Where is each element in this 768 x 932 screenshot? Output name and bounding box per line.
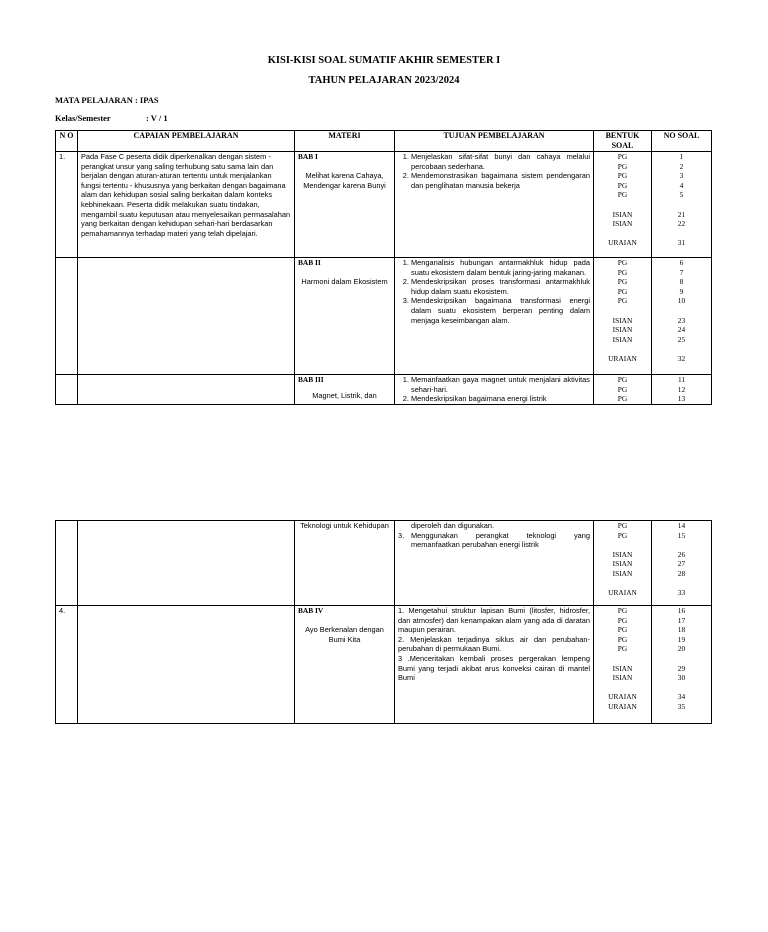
soal-entry: ISIAN xyxy=(612,219,633,229)
soal-entry: 8 xyxy=(679,277,684,287)
soal-entry: 18 xyxy=(677,625,686,635)
bentuk-soal-cell xyxy=(594,606,652,724)
soal-entry: ISIAN xyxy=(612,325,633,335)
soal-entry: 30 xyxy=(677,673,686,683)
materi-name: Magnet, Listrik, dan xyxy=(312,390,377,400)
soal-entry: PG xyxy=(617,615,628,625)
soal-entry xyxy=(597,654,648,664)
tujuan-cell xyxy=(395,258,594,375)
soal-entry xyxy=(597,229,648,239)
soal-entry xyxy=(655,200,708,210)
soal-entry xyxy=(597,344,648,354)
soal-entry: PG xyxy=(617,375,628,384)
tujuan-item: 1. Menjelaskan sifat-sifat bunyi dan cahaya melalui percobaan sederhana. xyxy=(411,152,590,171)
tujuan-item: 1. Mengetahui struktur lapisan Bumi (litosfer, hidrosfer, dan atmosfer) dan kenampakan alam yang ada di daratan maupun perairan. xyxy=(398,606,590,635)
soal-entry: ISIAN xyxy=(612,209,633,219)
soal-entry: 1 xyxy=(679,152,684,161)
soal-entry: 34 xyxy=(677,692,686,702)
col-header-bentuk: BENTUK SOAL xyxy=(594,131,652,152)
soal-entry: 11 xyxy=(677,375,686,384)
subject-label: MATA PELAJARAN xyxy=(55,95,133,105)
materi-name: Harmoni dalam Ekosistem xyxy=(301,277,388,287)
bab-title: BAB III xyxy=(298,375,324,384)
bentuk-soal-cell xyxy=(594,258,652,375)
soal-entry: PG xyxy=(617,384,628,394)
soal-entry: 26 xyxy=(677,549,686,559)
col-header-nosoal: NO SOAL xyxy=(652,131,712,152)
soal-entry xyxy=(655,654,708,664)
soal-entry: 24 xyxy=(677,325,686,335)
bab-title: BAB IV xyxy=(298,606,324,615)
no-soal-cell xyxy=(652,521,712,606)
soal-entry: 4 xyxy=(679,180,684,190)
bentuk-soal-cell xyxy=(594,152,652,258)
soal-entry: 2 xyxy=(679,161,684,171)
materi-cell xyxy=(295,152,395,258)
class-label: Kelas/Semester xyxy=(55,113,111,123)
tujuan-cell xyxy=(395,152,594,258)
class-line xyxy=(55,113,168,123)
soal-entry: ISIAN xyxy=(612,568,633,578)
soal-entry: 6 xyxy=(679,258,684,267)
soal-entry: PG xyxy=(617,171,628,181)
materi-name: Ayo Berkenalan dengan Bumi Kita xyxy=(305,625,384,644)
col-header-tujuan: TUJUAN PEMBELAJARAN xyxy=(395,131,594,152)
tujuan-item: 1. Memanfaatkan gaya magnet untuk menjalani aktivitas sehari-hari. xyxy=(411,375,590,394)
soal-entry: PG xyxy=(617,258,628,267)
tujuan-number: 3. xyxy=(398,530,405,540)
capaian-text: Pada Fase C peserta didik diperkenalkan dengan sistem - perangkat unsur yang saling terhubung satu sama lain dan berjalan dengan aturan-aturan tertentu untuk menjalankan fungsi tertentu - khususnya yang berkaitan dengan bagaimana alam dan kehidupan sosial saling berkaitan dalam konteks kebhinekaan. Peserta didik melakukan suatu tindakan, mengambil suatu keputusan atau menyelesaikan permasalahan yang berkaitan dengan kehidupan sehari-hari berdasarkan pemahamannya terhadap materi yang telah dipelajari. xyxy=(78,152,295,258)
no-soal-cell xyxy=(652,375,712,405)
soal-entry: 19 xyxy=(677,634,686,644)
soal-entry xyxy=(597,579,648,589)
soal-entry: 23 xyxy=(677,315,686,325)
soal-entry: PG xyxy=(617,644,628,654)
soal-entry: PG xyxy=(617,190,628,200)
soal-entry xyxy=(597,540,648,550)
table-row xyxy=(56,375,712,405)
soal-entry: URAIAN xyxy=(608,353,637,363)
soal-entry xyxy=(597,200,648,210)
col-header-materi: MATERI xyxy=(295,131,395,152)
soal-entry: 3 xyxy=(679,171,684,181)
soal-entry: URAIAN xyxy=(608,588,637,598)
soal-entry: 22 xyxy=(677,219,686,229)
materi-name: Melihat karena Cahaya, Mendengar karena Bunyi xyxy=(303,171,386,190)
soal-entry: 15 xyxy=(677,530,686,540)
soal-entry: PG xyxy=(617,394,628,404)
soal-entry: PG xyxy=(617,267,628,277)
col-header-no: N O xyxy=(56,131,78,152)
row-number: 4. xyxy=(56,606,78,724)
soal-entry xyxy=(655,344,708,354)
soal-entry: PG xyxy=(617,152,628,161)
soal-entry: 9 xyxy=(679,286,684,296)
soal-entry: URAIAN xyxy=(608,238,637,248)
soal-entry: PG xyxy=(617,625,628,635)
soal-entry: PG xyxy=(617,161,628,171)
materi-cell xyxy=(295,375,395,405)
bentuk-soal-cell xyxy=(594,375,652,405)
soal-entry: 13 xyxy=(677,394,686,404)
soal-entry: PG xyxy=(617,530,628,540)
soal-entry: 14 xyxy=(677,521,686,530)
soal-entry: ISIAN xyxy=(612,549,633,559)
soal-entry: PG xyxy=(617,296,628,306)
soal-entry: 25 xyxy=(677,334,686,344)
soal-entry: 16 xyxy=(677,606,686,615)
soal-entry: URAIAN xyxy=(608,701,637,711)
soal-entry: 7 xyxy=(679,267,684,277)
soal-entry: ISIAN xyxy=(612,673,633,683)
subject-value: : IPAS xyxy=(134,95,159,105)
tujuan-item: 3 .Menceritakan kembali proses pergerakan lempeng Bumi yang terjadi akibat arus konveksi cairan di mantel Bumi xyxy=(398,653,590,683)
soal-entry: 5 xyxy=(679,190,684,200)
soal-entry: 27 xyxy=(677,559,686,569)
soal-entry xyxy=(655,306,708,316)
materi-cell xyxy=(295,521,395,606)
materi-cell xyxy=(295,606,395,724)
soal-entry: PG xyxy=(617,180,628,190)
row-number: 1. xyxy=(56,152,78,258)
soal-entry: 29 xyxy=(677,663,686,673)
soal-entry: ISIAN xyxy=(612,663,633,673)
soal-entry: 10 xyxy=(677,296,686,306)
soal-entry: 35 xyxy=(677,701,686,711)
soal-entry: 20 xyxy=(677,644,686,654)
tujuan-item: 2. Mendeskripsikan bagaimana energi listrik xyxy=(411,394,590,404)
soal-entry: PG xyxy=(617,286,628,296)
soal-entry xyxy=(655,579,708,589)
soal-entry: 28 xyxy=(677,568,686,578)
tujuan-continued: diperoleh dan digunakan. xyxy=(411,521,495,530)
table-row xyxy=(56,521,712,606)
soal-entry xyxy=(655,683,708,693)
tujuan-item: 2. Mendeskripsikan proses transformasi antarmakhluk hidup dalam suatu ekosistem. xyxy=(411,277,590,296)
soal-entry: ISIAN xyxy=(612,315,633,325)
soal-entry: ISIAN xyxy=(612,559,633,569)
soal-entry xyxy=(655,540,708,550)
tujuan-item: 2. Menjelaskan terjadinya siklus air dan perubahan-perubahan di permukaan Bumi. xyxy=(398,634,590,654)
soal-entry: URAIAN xyxy=(608,692,637,702)
table-row xyxy=(56,606,712,724)
no-soal-cell xyxy=(652,152,712,258)
materi-name: Teknologi untuk Kehidupan xyxy=(300,521,389,530)
bentuk-soal-cell xyxy=(594,521,652,606)
soal-entry: 32 xyxy=(677,353,686,363)
tujuan-cell xyxy=(395,521,594,606)
soal-entry xyxy=(597,683,648,693)
kisi-table-page2 xyxy=(55,520,712,724)
tujuan-item: 2. Mendemonstrasikan bagaimana sistem pendengaran dan penglihatan manusia bekerja xyxy=(411,171,590,190)
academic-year: TAHUN PELAJARAN 2023/2024 xyxy=(308,75,460,86)
tujuan-item: 3. Mendeskripsikan bagaimana transformasi energi dalam suatu ekosistem berperan penting dalam menjaga keseimbangan alam. xyxy=(411,296,590,325)
materi-cell xyxy=(295,258,395,375)
soal-entry xyxy=(597,306,648,316)
tujuan-item: 1. Menganalisis hubungan antarmakhluk hidup pada suatu ekosistem dalam bentuk jaring-jaring makanan. xyxy=(411,258,590,277)
no-soal-cell xyxy=(652,258,712,375)
tujuan-cell xyxy=(395,375,594,405)
soal-entry: 17 xyxy=(677,615,686,625)
soal-entry: 21 xyxy=(677,209,686,219)
class-value: : V / 1 xyxy=(146,113,168,123)
soal-entry: 12 xyxy=(677,384,686,394)
soal-entry: 31 xyxy=(677,238,686,248)
table-header-row xyxy=(56,131,712,152)
col-header-capaian: CAPAIAN PEMBELAJARAN xyxy=(78,131,295,152)
kisi-table-page1 xyxy=(55,130,712,405)
table-row xyxy=(56,152,712,258)
soal-entry: PG xyxy=(617,521,628,530)
document-title: KISI-KISI SOAL SUMATIF AKHIR SEMESTER I xyxy=(267,55,501,66)
soal-entry: ISIAN xyxy=(612,334,633,344)
bab-title: BAB II xyxy=(298,258,321,267)
soal-entry: PG xyxy=(617,606,628,615)
soal-entry: PG xyxy=(617,277,628,287)
soal-entry xyxy=(655,229,708,239)
table-row xyxy=(56,258,712,375)
no-soal-cell xyxy=(652,606,712,724)
tujuan-item: Menggunakan perangkat teknologi yang memanfaatkan perubahan energi listrik xyxy=(411,530,590,550)
soal-entry: 33 xyxy=(677,588,686,598)
bab-title: BAB I xyxy=(298,152,318,161)
subject-line xyxy=(55,95,159,105)
tujuan-cell xyxy=(395,606,594,724)
soal-entry: PG xyxy=(617,634,628,644)
